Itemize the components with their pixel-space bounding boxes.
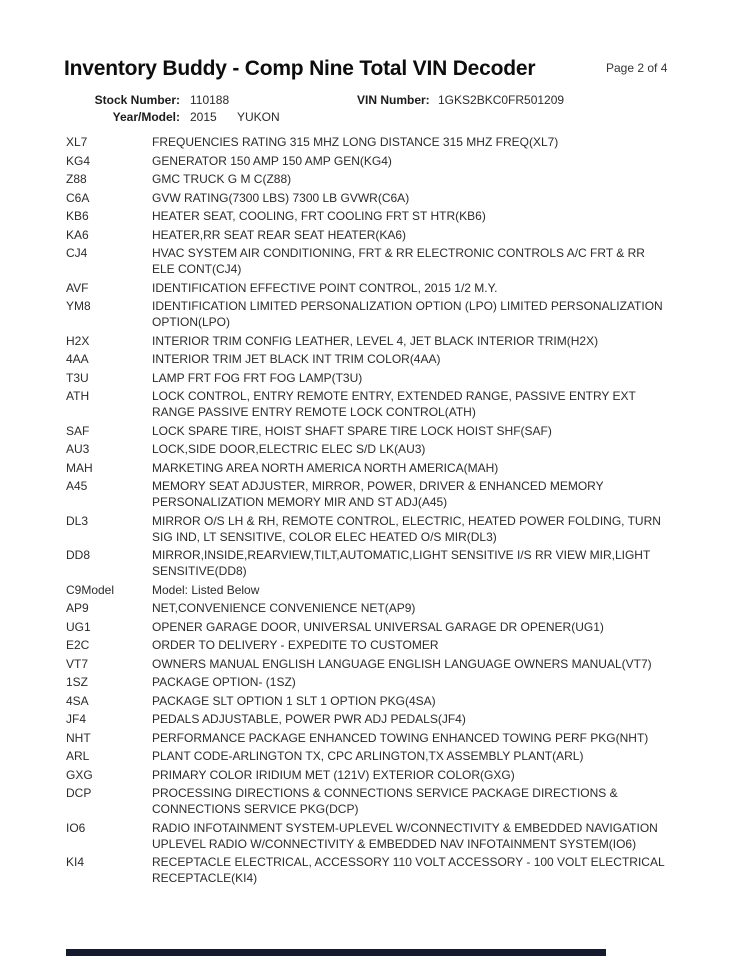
option-description-line: LAMP FRT FOG FRT FOG LAMP(T3U) (152, 370, 363, 385)
option-description-line: Model: Listed Below (152, 582, 260, 597)
option-description (152, 637, 684, 653)
option-description-line: ORDER TO DELIVERY - EXPEDITE TO CUSTOMER (152, 638, 439, 652)
option-description-line: GVW RATING(7300 LBS) 7300 LB GVWR(C6A) (152, 190, 410, 205)
vin-number-value: 1GKS2BKC0FR501209 (438, 93, 565, 107)
option-code: ATH (66, 389, 90, 403)
option-row (66, 674, 684, 690)
option-row (66, 600, 684, 616)
stock-number-value: 110188 (190, 93, 230, 107)
option-description-line: OWNERS MANUAL ENGLISH LANGUAGE ENGLISH LANGUAGE OWNERS MANUAL(VT7) (152, 656, 652, 671)
option-row (66, 227, 684, 243)
option-row (66, 785, 684, 817)
option-code: AP9 (66, 601, 89, 615)
option-description-line: RECEPTACLE(KI4) (152, 871, 258, 885)
option-description-line: MARKETING AREA NORTH AMERICA NORTH AMERICA(MAH) (152, 460, 499, 475)
scan-artifact-bar (66, 949, 606, 956)
option-row (66, 153, 684, 169)
option-description (152, 693, 684, 709)
option-code: NHT (66, 730, 91, 745)
page-number: Page 2 of 4 (606, 61, 668, 75)
model-value: YUKON (237, 110, 280, 124)
option-code-list (66, 134, 684, 889)
option-code: 1SZ (66, 675, 89, 689)
option-row (66, 767, 684, 783)
option-code: ARL (66, 749, 90, 763)
option-code: T3U (66, 370, 89, 385)
option-description-line: NET,CONVENIENCE CONVENIENCE NET(AP9) (152, 601, 416, 615)
option-description (152, 785, 684, 817)
option-code: IO6 (66, 820, 86, 835)
option-code: AVF (66, 280, 89, 295)
option-description-line: IDENTIFICATION EFFECTIVE POINT CONTROL, 2015 1/2 M.Y. (152, 280, 498, 295)
option-row (66, 637, 684, 653)
option-row (66, 460, 684, 476)
option-row (66, 693, 684, 709)
option-description (152, 441, 684, 457)
option-code: 4AA (66, 352, 89, 366)
option-code: KB6 (66, 209, 89, 223)
option-description (152, 370, 684, 386)
option-row (66, 351, 684, 367)
option-description (152, 460, 684, 476)
option-row (66, 333, 684, 349)
option-description-line: OPENER GARAGE DOOR, UNIVERSAL UNIVERSAL GARAGE DR OPENER(UG1) (152, 619, 604, 634)
option-description-line: HVAC SYSTEM AIR CONDITIONING, FRT & RR ELECTRONIC CONTROLS A/C FRT & RR (152, 246, 645, 260)
option-code: YM8 (66, 299, 91, 313)
option-description-line: MEMORY SEAT ADJUSTER, MIRROR, POWER, DRIVER & ENHANCED MEMORY (152, 479, 604, 493)
option-description (152, 820, 684, 852)
option-description (152, 711, 684, 727)
option-row (66, 245, 684, 277)
option-description-line: PROCESSING DIRECTIONS & CONNECTIONS SERVICE PACKAGE DIRECTIONS & (152, 786, 618, 800)
option-code: SAF (66, 423, 90, 438)
option-row (66, 298, 684, 330)
option-description (152, 582, 684, 598)
option-description (152, 245, 684, 277)
option-description-line: PRIMARY COLOR IRIDIUM MET (121V) EXTERIOR COLOR(GXG) (152, 767, 515, 782)
option-description (152, 280, 684, 296)
option-description-line: PACKAGE OPTION- (1SZ) (152, 675, 296, 689)
option-code: DD8 (66, 548, 91, 562)
option-description (152, 478, 684, 510)
option-code: E2C (66, 638, 90, 652)
option-description-line: PERSONALIZATION MEMORY MIR AND ST ADJ(A45) (152, 495, 448, 509)
option-code: Z88 (66, 172, 87, 186)
option-description-line: CONNECTIONS SERVICE PKG(DCP) (152, 802, 359, 816)
option-description (152, 854, 684, 886)
option-code: CJ4 (66, 246, 88, 260)
option-code: GXG (66, 767, 93, 782)
option-description-line: MIRROR O/S LH & RH, REMOTE CONTROL, ELECTRIC, HEATED POWER FOLDING, TURN (152, 513, 661, 528)
option-row (66, 134, 684, 150)
option-code: H2X (66, 333, 90, 348)
year-model-label: Year/Model: (112, 110, 180, 124)
option-description-line: HEATER SEAT, COOLING, FRT COOLING FRT ST HTR(KB6) (152, 209, 486, 223)
option-description (152, 134, 684, 150)
option-row (66, 619, 684, 635)
option-code: DL3 (66, 513, 89, 528)
option-code: JF4 (66, 712, 87, 726)
option-row (66, 370, 684, 386)
option-row (66, 423, 684, 439)
option-row (66, 820, 684, 852)
option-description-line: PERFORMANCE PACKAGE ENHANCED TOWING ENHANCED TOWING PERF PKG(NHT) (152, 730, 649, 745)
option-description-line: GENERATOR 150 AMP 150 AMP GEN(KG4) (152, 153, 392, 168)
option-row (66, 748, 684, 764)
option-row (66, 730, 684, 746)
option-description (152, 333, 684, 349)
option-description (152, 748, 684, 764)
option-description (152, 767, 684, 783)
option-description (152, 547, 684, 579)
option-code: KA6 (66, 227, 89, 242)
option-row (66, 280, 684, 296)
option-row (66, 171, 684, 187)
option-description-line: GMC TRUCK G M C(Z88) (152, 172, 292, 186)
option-code: AU3 (66, 442, 90, 456)
option-description-line: LOCK,SIDE DOOR,ELECTRIC ELEC S/D LK(AU3) (152, 442, 426, 456)
option-description-line: LOCK SPARE TIRE, HOIST SHAFT SPARE TIRE LOCK HOIST SHF(SAF) (152, 423, 552, 438)
option-description (152, 674, 684, 690)
option-description-line: PLANT CODE-ARLINGTON TX, CPC ARLINGTON,TX ASSEMBLY PLANT(ARL) (152, 749, 584, 763)
option-description (152, 153, 684, 169)
option-code: VT7 (66, 656, 89, 671)
option-description-line: RECEPTACLE ELECTRICAL, ACCESSORY 110 VOLT ACCESSORY - 100 VOLT ELECTRICAL (152, 855, 665, 869)
option-description (152, 171, 684, 187)
option-code: KI4 (66, 855, 85, 869)
option-code: A45 (66, 479, 88, 493)
option-description-line: FREQUENCIES RATING 315 MHZ LONG DISTANCE 315 MHZ FREQ(XL7) (152, 135, 559, 149)
option-row (66, 190, 684, 206)
option-description-line: INTERIOR TRIM CONFIG LEATHER, LEVEL 4, JET BLACK INTERIOR TRIM(H2X) (152, 333, 599, 348)
option-description-line: RADIO INFOTAINMENT SYSTEM-UPLEVEL W/CONNECTIVITY & EMBEDDED NAVIGATION (152, 820, 658, 835)
option-code: XL7 (66, 135, 88, 149)
option-description (152, 190, 684, 206)
option-description-line: ELE CONT(CJ4) (152, 262, 242, 276)
option-code: 4SA (66, 693, 89, 708)
option-description-line: RANGE PASSIVE ENTRY REMOTE LOCK CONTROL(ATH) (152, 405, 476, 419)
option-description (152, 298, 684, 330)
option-code: KG4 (66, 153, 91, 168)
option-description-line: PACKAGE SLT OPTION 1 SLT 1 OPTION PKG(4SA) (152, 693, 436, 708)
option-row (66, 547, 684, 579)
option-code: MAH (66, 460, 93, 475)
option-code: C9Model (66, 582, 115, 597)
option-row (66, 854, 684, 886)
option-description-line: MIRROR,INSIDE,REARVIEW,TILT,AUTOMATIC,LIGHT SENSITIVE I/S RR VIEW MIR,LIGHT (152, 548, 651, 562)
option-row (66, 478, 684, 510)
option-row (66, 208, 684, 224)
option-description (152, 227, 684, 243)
option-row (66, 711, 684, 727)
option-code: DCP (66, 786, 92, 800)
option-description-line: INTERIOR TRIM JET BLACK INT TRIM COLOR(4AA) (152, 352, 441, 366)
stock-number-label: Stock Number: (94, 93, 180, 107)
option-description-line: HEATER,RR SEAT REAR SEAT HEATER(KA6) (152, 227, 407, 242)
option-row (66, 582, 684, 598)
option-description-line: LOCK CONTROL, ENTRY REMOTE ENTRY, EXTENDED RANGE, PASSIVE ENTRY EXT (152, 389, 636, 403)
option-description (152, 513, 684, 545)
option-code: C6A (66, 190, 90, 205)
vin-number-label: VIN Number: (357, 93, 430, 107)
option-description (152, 619, 684, 635)
option-description-line: SIG IND, LT SENSITIVE, COLOR ELEC HEATED O/S MIR(DL3) (152, 529, 497, 544)
option-row (66, 441, 684, 457)
option-description (152, 388, 684, 420)
option-description (152, 423, 684, 439)
option-description (152, 656, 684, 672)
page-title: Inventory Buddy - Comp Nine Total VIN Decoder (64, 57, 536, 80)
option-description (152, 351, 684, 367)
option-description-line: SENSITIVE(DD8) (152, 564, 247, 578)
option-description (152, 730, 684, 746)
option-code: UG1 (66, 619, 91, 634)
year-value: 2015 (190, 110, 217, 124)
option-description-line: PEDALS ADJUSTABLE, POWER PWR ADJ PEDALS(JF4) (152, 712, 466, 726)
option-row (66, 388, 684, 420)
option-description-line: UPLEVEL RADIO W/CONNECTIVITY & EMBEDDED NAV INFOTAINMENT SYSTEM(IO6) (152, 836, 637, 851)
option-description-line: IDENTIFICATION LIMITED PERSONALIZATION OPTION (LPO) LIMITED PERSONALIZATION (152, 299, 663, 313)
option-description-line: OPTION(LPO) (152, 315, 231, 329)
option-description (152, 600, 684, 616)
option-row (66, 513, 684, 545)
option-description (152, 208, 684, 224)
option-row (66, 656, 684, 672)
